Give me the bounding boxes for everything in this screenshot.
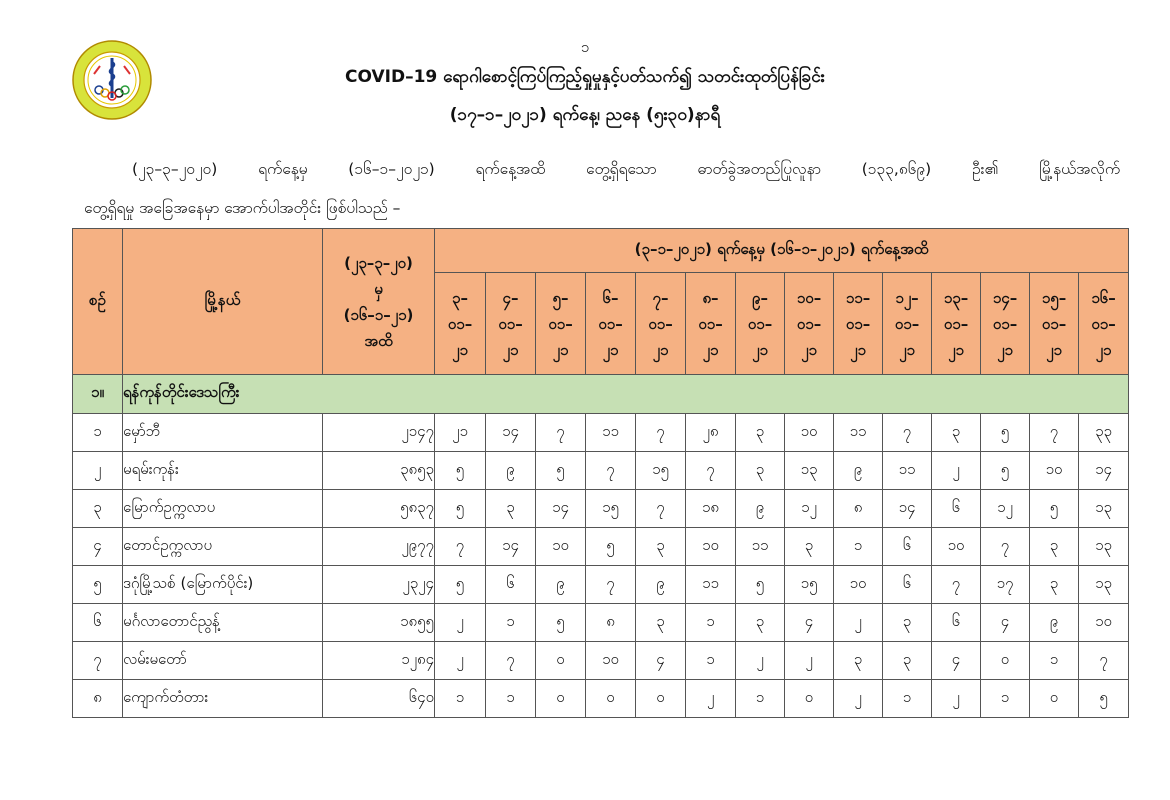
row-daily-value: ၁၃ xyxy=(1079,566,1129,604)
row-total: ၅၈၃၇ xyxy=(323,490,435,528)
page-title: COVID–19 ရောဂါစောင့်ကြပ်ကြည့်ရှုမှုနှင့်ပတ်သက်၍ သတင်းထုတ်ပြန်ခြင်း xyxy=(345,67,825,87)
row-daily-value: ၉ xyxy=(636,566,686,604)
table-row xyxy=(73,452,1129,490)
header-date-part: ၂၁ xyxy=(752,340,768,359)
header-total-line-2: မှ xyxy=(374,279,383,298)
header-date xyxy=(785,273,834,375)
row-serial: ၃ xyxy=(73,490,123,528)
header-date xyxy=(1079,273,1129,375)
row-daily-value: ၁ xyxy=(736,680,785,718)
table-row xyxy=(73,604,1129,642)
row-daily-value: ၁၇ xyxy=(981,566,1030,604)
header-date-part: ၀၁– xyxy=(943,314,969,333)
table-row xyxy=(73,566,1129,604)
row-township: လမ်းမတော် xyxy=(123,642,323,680)
row-daily-value: ၇ xyxy=(435,528,486,566)
header-date-part: ၁၄– xyxy=(992,288,1018,307)
row-daily-value: ၆ xyxy=(883,566,932,604)
table-row xyxy=(73,642,1129,680)
row-daily-value: ၀ xyxy=(586,680,636,718)
table-row xyxy=(73,680,1129,718)
row-daily-value: ၄ xyxy=(636,642,686,680)
row-daily-value: ၁ xyxy=(486,680,536,718)
header-date-part: ၂၁ xyxy=(997,340,1013,359)
row-daily-value: ၁၀ xyxy=(536,528,586,566)
header-date xyxy=(536,273,586,375)
table-row xyxy=(73,490,1129,528)
table-row xyxy=(73,528,1129,566)
row-daily-value: ၁၄ xyxy=(486,414,536,452)
row-daily-value: ၁၈ xyxy=(686,490,736,528)
row-daily-value: ၂ xyxy=(834,680,883,718)
header-date-part: ၀၁– xyxy=(1091,314,1116,333)
row-daily-value: ၁ xyxy=(486,604,536,642)
row-daily-value: ၄ xyxy=(932,642,981,680)
row-daily-value: ၂ xyxy=(736,642,785,680)
row-daily-value: ၃ xyxy=(636,528,686,566)
row-daily-value: ၄ xyxy=(981,604,1030,642)
row-daily-value: ၇ xyxy=(486,642,536,680)
header-date-part: ၁၀– xyxy=(796,288,822,307)
row-daily-value: ၀ xyxy=(536,680,586,718)
header-date-part: ၁၂– xyxy=(895,288,919,307)
header-total-line-3: (၁၆–၁–၂၁) xyxy=(343,305,414,324)
cases-table xyxy=(72,228,1129,718)
row-daily-value: ၁၁ xyxy=(586,414,636,452)
row-daily-value: ၂ xyxy=(834,604,883,642)
row-serial: ၄ xyxy=(73,528,123,566)
row-daily-value: ၃ xyxy=(636,604,686,642)
header-date xyxy=(486,273,536,375)
row-daily-value: ၁၃ xyxy=(785,452,834,490)
row-total: ၃၈၅၃ xyxy=(323,452,435,490)
header-date-part: ၀၁– xyxy=(992,314,1018,333)
row-daily-value: ၁၀ xyxy=(834,566,883,604)
header-date-part: ၀၁– xyxy=(648,314,673,333)
row-daily-value: ၁၅ xyxy=(586,490,636,528)
row-daily-value: ၁၀ xyxy=(932,528,981,566)
row-daily-value: ၀ xyxy=(785,680,834,718)
row-daily-value: ၆ xyxy=(486,566,536,604)
header-date-part: ၄– xyxy=(502,288,519,307)
header-date-part: ၀၁– xyxy=(498,314,523,333)
row-daily-value: ၀ xyxy=(536,642,586,680)
header-date-part: ၀၁– xyxy=(747,314,773,333)
header-date-part: ၀၁– xyxy=(447,314,473,333)
row-daily-value: ၃ xyxy=(785,528,834,566)
row-daily-value: ၁ xyxy=(435,680,486,718)
row-daily-value: ၁၁ xyxy=(834,414,883,452)
row-daily-value: ၁၄ xyxy=(486,528,536,566)
row-township: တောင်ဥက္ကလာပ xyxy=(123,528,323,566)
row-daily-value: ၄ xyxy=(785,604,834,642)
row-daily-value: ၉ xyxy=(736,490,785,528)
row-daily-value: ၁ xyxy=(981,680,1030,718)
header-date-part: ၂၁ xyxy=(948,340,964,359)
row-daily-value: ၁ xyxy=(1030,642,1079,680)
header-date xyxy=(435,273,486,375)
row-daily-value: ၁ xyxy=(834,528,883,566)
header-date xyxy=(883,273,932,375)
row-daily-value: ၁၁ xyxy=(736,528,785,566)
row-daily-value: ၇ xyxy=(536,414,586,452)
page-number: ၁ xyxy=(580,38,590,56)
row-serial: ၂ xyxy=(73,452,123,490)
header-date-part: ၂၁ xyxy=(602,340,619,359)
row-daily-value: ၇ xyxy=(586,566,636,604)
row-daily-value: ၂၈ xyxy=(686,414,736,452)
row-daily-value: ၀ xyxy=(1030,680,1079,718)
header-date-part: ၇– xyxy=(652,288,669,307)
row-daily-value: ၇ xyxy=(686,452,736,490)
row-daily-value: ၆ xyxy=(883,528,932,566)
header-date-part: ၉– xyxy=(752,288,768,307)
row-township: ဒဂုံမြို့သစ် (မြောက်ပိုင်း) xyxy=(123,566,323,604)
row-daily-value: ၁၂ xyxy=(981,490,1030,528)
row-daily-value: ၀ xyxy=(981,642,1030,680)
header-total-line-1: (၂၃–၃–၂၀) xyxy=(344,253,413,272)
row-daily-value: ၇ xyxy=(636,414,686,452)
row-daily-value: ၃ xyxy=(834,642,883,680)
header-date xyxy=(932,273,981,375)
row-daily-value: ၆ xyxy=(932,490,981,528)
header-date-part: ၀၁– xyxy=(698,314,723,333)
row-daily-value: ၁ xyxy=(883,680,932,718)
header-date-part: ၁၁– xyxy=(845,288,871,307)
row-daily-value: ၁၅ xyxy=(785,566,834,604)
row-daily-value: ၁ xyxy=(686,604,736,642)
row-daily-value: ၇ xyxy=(1030,414,1079,452)
row-daily-value: ၉ xyxy=(1030,604,1079,642)
header-serial: စဉ် xyxy=(73,229,123,375)
header-total xyxy=(323,229,435,375)
header-date xyxy=(1030,273,1079,375)
header-date-part: ၂၁ xyxy=(502,340,519,359)
header-period: (၃–၁–၂၀၂၁) ရက်နေ့မှ (၁၆–၁–၂၀၂၁) ရက်နေ့အထိ xyxy=(435,229,1129,273)
header-date xyxy=(834,273,883,375)
row-serial: ၅ xyxy=(73,566,123,604)
row-total: ၁၈၅၅ xyxy=(323,604,435,642)
header-date-part: ၁၃– xyxy=(943,288,969,307)
row-daily-value: ၁၁ xyxy=(883,452,932,490)
header-date-part: ၃– xyxy=(452,288,468,307)
page-subtitle: (၁၇–၁–၂၀၂၁) ရက်နေ့၊ ညနေ (၅း၃၀)နာရီ xyxy=(449,105,721,125)
row-township: မရမ်းကုန်း xyxy=(123,452,323,490)
row-daily-value: ၂ xyxy=(932,680,981,718)
row-township: မြောက်ဥက္ကလာပ xyxy=(123,490,323,528)
row-daily-value: ၅ xyxy=(586,528,636,566)
row-serial: ၁ xyxy=(73,414,123,452)
row-daily-value: ၉ xyxy=(834,452,883,490)
row-daily-value: ၂ xyxy=(932,452,981,490)
row-daily-value: ၇ xyxy=(932,566,981,604)
row-daily-value: ၇ xyxy=(586,452,636,490)
row-daily-value: ၁၃ xyxy=(1079,528,1129,566)
row-daily-value: ၁၃ xyxy=(1079,490,1129,528)
header-total-line-4: အထိ xyxy=(364,331,393,350)
row-daily-value: ၂ xyxy=(686,680,736,718)
header-date-part: ၂၁ xyxy=(899,340,915,359)
row-daily-value: ၃ xyxy=(932,414,981,452)
row-daily-value: ၃ xyxy=(736,414,785,452)
header-date xyxy=(736,273,785,375)
intro-line-2: တွေ့ရှိရမှု အခြေအနေမှာ အောက်ပါအတိုင်း ဖြစ်ပါသည် – xyxy=(84,199,401,217)
row-daily-value: ၅ xyxy=(536,452,586,490)
row-daily-value: ၃ xyxy=(736,604,785,642)
row-daily-value: ၆ xyxy=(932,604,981,642)
row-daily-value: ၇ xyxy=(883,414,932,452)
header-date-part: ၁၅– xyxy=(1041,288,1067,307)
header-date-part: ၂၁ xyxy=(801,340,817,359)
header-date-part: ၂၁ xyxy=(652,340,669,359)
row-daily-value: ၇ xyxy=(636,490,686,528)
table-row xyxy=(73,414,1129,452)
row-daily-value: ၁၁ xyxy=(686,566,736,604)
row-daily-value: ၁၄ xyxy=(883,490,932,528)
row-serial: ၈ xyxy=(73,680,123,718)
row-daily-value: ၃ xyxy=(1030,566,1079,604)
header-date xyxy=(586,273,636,375)
header-date-part: ၂၁ xyxy=(452,340,468,359)
row-total: ၂၃၂၄ xyxy=(323,566,435,604)
row-daily-value: ၂၁ xyxy=(435,414,486,452)
row-daily-value: ၃ xyxy=(486,490,536,528)
row-daily-value: ၈ xyxy=(834,490,883,528)
header-date xyxy=(981,273,1030,375)
row-daily-value: ၇ xyxy=(981,528,1030,566)
header-date-part: ၀၁– xyxy=(796,314,822,333)
row-daily-value: ၅ xyxy=(435,490,486,528)
row-daily-value: ၁၀ xyxy=(1030,452,1079,490)
row-daily-value: ၃ xyxy=(883,642,932,680)
header-date-part: ၂၁ xyxy=(552,340,569,359)
row-daily-value: ၂ xyxy=(785,642,834,680)
header-township: မြို့နယ် xyxy=(123,229,323,375)
row-daily-value: ၀ xyxy=(636,680,686,718)
row-township: ကျောက်တံတား xyxy=(123,680,323,718)
intro-line-1: (၂၃–၃–၂၀၂၀) ရက်နေ့မှ (၁၆–၁–၂၀၂၁) ရက်နေ့အထိ တွေ့ရှိရသော ဓာတ်ခွဲအတည်ပြုလူနာ (၁၃၃,၈၆၉) ဦး၏ မြို့နယ်အလိုက် xyxy=(132,160,1120,178)
row-daily-value: ၁၀ xyxy=(586,642,636,680)
row-daily-value: ၃ xyxy=(736,452,785,490)
row-daily-value: ၂ xyxy=(435,642,486,680)
row-total: ၁၂၈၄ xyxy=(323,642,435,680)
header-date xyxy=(686,273,736,375)
row-daily-value: ၁၂ xyxy=(785,490,834,528)
region-row xyxy=(73,375,1129,414)
row-daily-value: ၅ xyxy=(981,414,1030,452)
row-daily-value: ၃၃ xyxy=(1079,414,1129,452)
row-daily-value: ၈ xyxy=(586,604,636,642)
row-daily-value: ၅ xyxy=(435,566,486,604)
row-daily-value: ၁၀ xyxy=(785,414,834,452)
row-daily-value: ၁၀ xyxy=(1079,604,1129,642)
row-daily-value: ၅ xyxy=(536,604,586,642)
row-total: ၂၁၄၇ xyxy=(323,414,435,452)
region-number: ၁။ xyxy=(73,375,123,414)
header-date-part: ၅– xyxy=(552,288,569,307)
header-date-part: ၀၁– xyxy=(894,314,920,333)
row-daily-value: ၃ xyxy=(883,604,932,642)
row-daily-value: ၁၄ xyxy=(1079,452,1129,490)
header-date-part: ၀၁– xyxy=(845,314,871,333)
header-date-part: ၂၁ xyxy=(1095,340,1112,359)
row-daily-value: ၁ xyxy=(686,642,736,680)
row-daily-value: ၁၀ xyxy=(686,528,736,566)
intro-paragraph xyxy=(84,150,1120,228)
header-date-part: ၂၁ xyxy=(1046,340,1062,359)
header-date-part: ၂၁ xyxy=(850,340,866,359)
row-township: မှော်ဘီ xyxy=(123,414,323,452)
row-daily-value: ၉ xyxy=(536,566,586,604)
header-date-part: ၀၁– xyxy=(598,314,623,333)
row-daily-value: ၅ xyxy=(981,452,1030,490)
region-name: ရန်ကုန်တိုင်းဒေသကြီး xyxy=(123,375,1129,414)
row-serial: ၆ xyxy=(73,604,123,642)
header-date-part: ၂၁ xyxy=(702,340,719,359)
header-date xyxy=(636,273,686,375)
row-daily-value: ၁၅ xyxy=(636,452,686,490)
header-date-part: ၀၁– xyxy=(1041,314,1067,333)
header-date-part: ၁၆– xyxy=(1091,288,1116,307)
header-date-part: ၀၁– xyxy=(548,314,573,333)
header-date-part: ၆– xyxy=(602,288,619,307)
row-total: ၂၉၇၇ xyxy=(323,528,435,566)
row-daily-value: ၅ xyxy=(1079,680,1129,718)
row-daily-value: ၅ xyxy=(1030,490,1079,528)
row-serial: ၇ xyxy=(73,642,123,680)
row-daily-value: ၂ xyxy=(435,604,486,642)
row-daily-value: ၃ xyxy=(1030,528,1079,566)
row-township: မင်္ဂလာတောင်ညွန့် xyxy=(123,604,323,642)
header-date-part: ၈– xyxy=(702,288,719,307)
row-daily-value: ၁၄ xyxy=(536,490,586,528)
row-total: ၆၄၀ xyxy=(323,680,435,718)
row-daily-value: ၇ xyxy=(1079,642,1129,680)
row-daily-value: ၉ xyxy=(486,452,536,490)
row-daily-value: ၅ xyxy=(736,566,785,604)
row-daily-value: ၅ xyxy=(435,452,486,490)
